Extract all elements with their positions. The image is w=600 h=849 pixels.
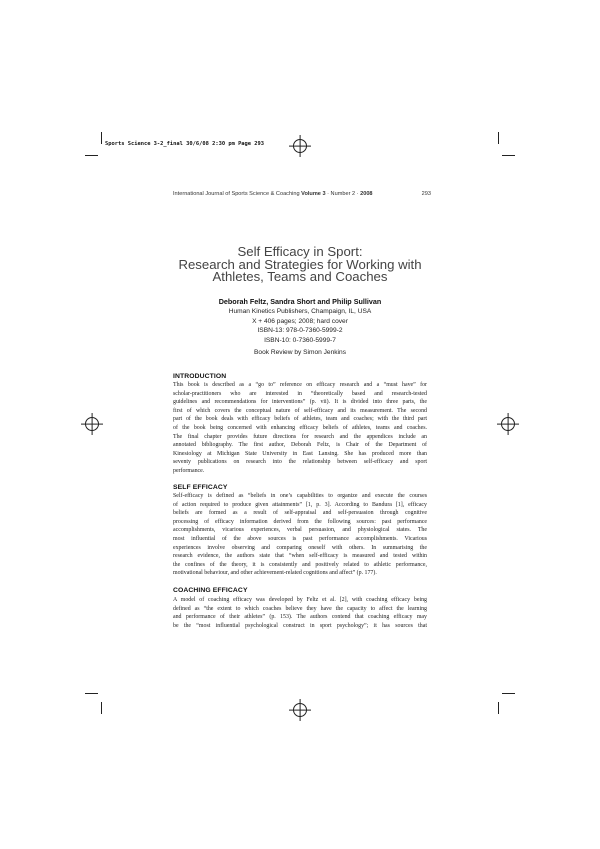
- book-title: [173, 246, 427, 284]
- running-head: [173, 191, 431, 197]
- isbn-10: ISBN-10: 0-7360-5999-7: [264, 336, 336, 344]
- page-count: X + 406 pages; 2008; hard cover: [252, 317, 348, 325]
- body-line: and performance of their athletes” (p. 153). The authors contend that coaching efficacy may: [173, 614, 427, 621]
- section-heading-coaching-efficacy: COACHING EFFICACY: [173, 587, 248, 594]
- body-line: part of the book deals with efficacy beliefs of athletes, team and coaches; with the third part: [173, 416, 427, 423]
- body-line: defined as “the extent to which coaches believe they have the capacity to affect the learning: [173, 605, 427, 612]
- section-body-coaching-efficacy: [173, 596, 427, 630]
- body-line: This book is described as a “go to” reference on efficacy research and a “must have” for: [173, 382, 427, 388]
- section-body-self-efficacy: [173, 492, 427, 578]
- book-authors: Deborah Feltz, Sandra Short and Philip Sullivan: [218, 297, 382, 306]
- reviewer-byline: Book Review by Simon Jenkins: [254, 349, 346, 356]
- body-line: experiences involve observing and comparing oneself with others. In summarising the: [173, 544, 427, 551]
- body-line: of the book being concerned with enhancing efficacy beliefs of athletes, teams and coaches.: [173, 424, 427, 431]
- book-title-line: Self Efficacy in Sport:: [237, 244, 363, 259]
- section-body-introduction: [173, 381, 427, 476]
- slug-line: Sports Science 3-2_final 30/6/08 2:30 pm Page 293: [105, 141, 265, 147]
- body-line: seventy publications on research into the relationship between self-efficacy and sport: [173, 459, 427, 466]
- journal-year: 2008: [360, 191, 373, 197]
- book-details: [173, 307, 427, 345]
- journal-volume: Volume 3: [301, 191, 326, 197]
- book-title-line: Research and Strategies for Working with: [178, 256, 422, 272]
- body-line: be the “most influential psychological construct in sport psychology”; it has sources that: [173, 622, 427, 629]
- section-heading-self-efficacy: SELF EFFICACY: [173, 484, 228, 491]
- publisher: Human Kinetics Publishers, Champaign, IL, USA: [228, 308, 372, 315]
- registration-mark-left: [85, 417, 99, 431]
- body-line: the confines of the theory, it is consistently and positively related to athletic performance,: [173, 561, 427, 568]
- body-line: guidelines and recommendations for interventions” (p. vii). It is divided into three parts, the: [173, 399, 427, 406]
- crop-mark-top-left-v: [101, 132, 102, 144]
- crop-mark-top-left-h: [85, 155, 98, 156]
- body-line: scholar-practitioners who are interested in “theoretically based and research-tested: [173, 390, 427, 397]
- body-line: most influential of the above sources is past performance accomplishments. Vicarious: [173, 535, 427, 542]
- body-line: The final chapter provides future directions for research and the appendices include an: [173, 433, 427, 440]
- body-line: accomplishments, vicarious experiences, verbal persuasion, and physiological states. The: [173, 527, 427, 534]
- body-line: first of which covers the conceptual nature of self-efficacy and its measurement. The second: [173, 407, 427, 414]
- crop-mark-bottom-right-h: [502, 693, 515, 694]
- body-line: Kinesiology at Michigan State University in East Lansing. She has produced more than: [173, 450, 427, 457]
- body-line: A model of coaching efficacy was developed by Feltz et al. [2], with coaching efficacy being: [173, 597, 427, 603]
- page-number: 293: [421, 191, 431, 197]
- crop-mark-top-right-v: [498, 132, 499, 144]
- registration-mark-bottom: [293, 703, 307, 717]
- section-heading-introduction: INTRODUCTION: [173, 373, 227, 380]
- isbn-13: ISBN-13: 978-0-7360-5999-2: [257, 327, 343, 335]
- book-title-line: Athletes, Teams and Coaches: [212, 269, 388, 284]
- body-line: processing of efficacy information derived from the following sources: past performance: [173, 518, 427, 525]
- registration-mark-right: [501, 417, 515, 431]
- crop-mark-bottom-left-h: [85, 693, 98, 694]
- body-line: research evidence, the authors state that “when self-efficacy is measured and tested within: [173, 553, 427, 560]
- crop-mark-bottom-left-v: [101, 702, 102, 714]
- body-line: Self-efficacy is defined as “beliefs in one’s capabilities to organize and execute the courses: [173, 493, 427, 499]
- body-line: of action required to produce given attainments” [1, p. 3]. According to Bandura [1], efficacy: [173, 501, 427, 508]
- registration-mark-top: [293, 139, 307, 153]
- body-line: beliefs are formed as a result of self-appraisal and self-persuasion through cognitive: [173, 510, 427, 517]
- crop-mark-top-right-h: [502, 155, 515, 156]
- crop-mark-bottom-right-v: [498, 702, 499, 714]
- body-line: motivational behaviour, and other achievement-related cognitions and affect” (p. 177).: [173, 570, 377, 577]
- body-line: performance.: [173, 467, 205, 474]
- journal-name: International Journal of Sports Science & Coaching: [173, 191, 300, 197]
- journal-number-separator: · Number 2 ·: [325, 191, 361, 197]
- body-line: annotated bibliography. The first author, Deborah Feltz, is Chair of the Department of: [173, 442, 427, 449]
